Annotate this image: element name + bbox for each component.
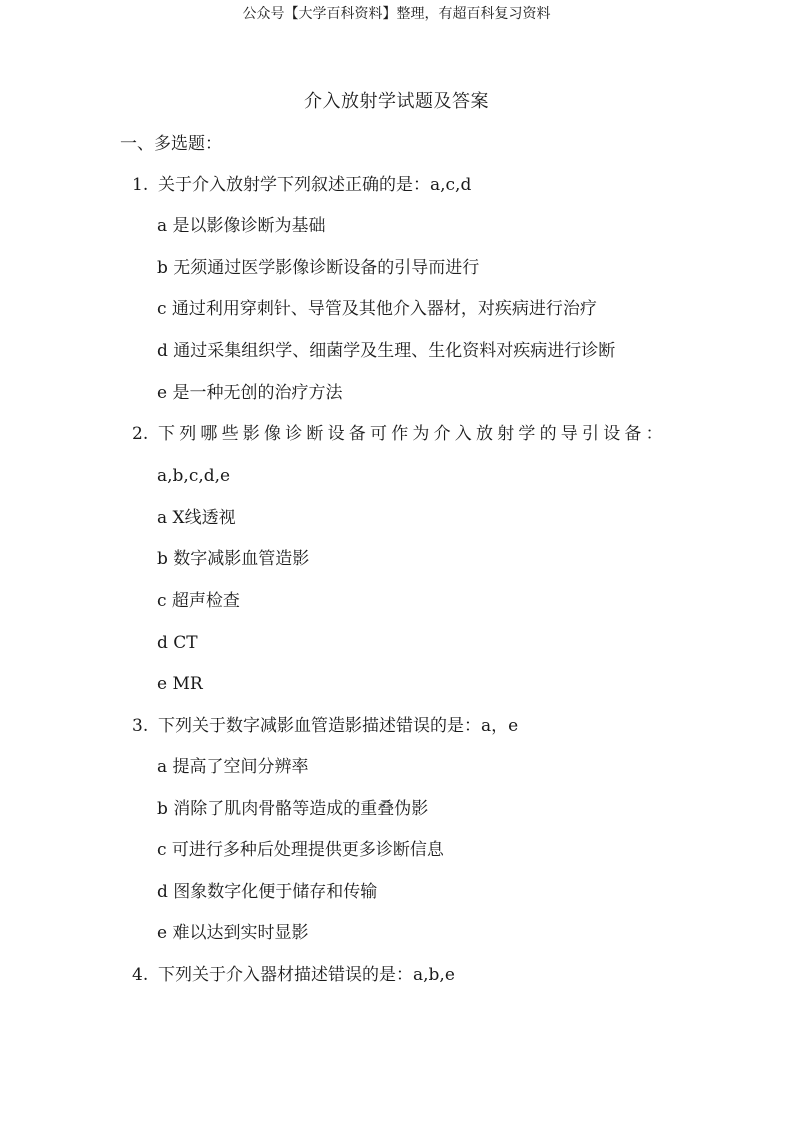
option-2d: d CT [157,633,198,653]
option-2a: a X线透视 [157,508,236,528]
question-text: 下列关于介入器材描述错误的是：a,b,e [158,965,455,985]
option-1d: d 通过采集组织学、细菌学及生理、生化资料对疾病进行诊断 [157,341,616,361]
question-1 [132,173,471,197]
option-1e: e 是一种无创的治疗方法 [157,383,343,403]
question-number: 2. [132,424,149,444]
document-title: 介入放射学试题及答案 [304,91,489,112]
question-text: 下列关于数字减影血管造影描述错误的是：a，e [158,716,519,736]
question-3 [132,714,518,738]
question-text: 关于介入放射学下列叙述正确的是：a,c,d [158,175,472,195]
option-1a: a 是以影像诊断为基础 [157,216,326,236]
option-2e: e MR [157,674,203,694]
question-number: 4. [132,965,149,985]
page-header: 公众号【大学百科资料】整理，有超百科复习资料 [242,6,551,22]
question-2-answer: a,b,c,d,e [157,466,231,486]
option-2c: c 超声检查 [157,591,240,611]
option-1b: b 无须通过医学影像诊断设备的引导而进行 [157,258,480,278]
question-4 [132,963,455,987]
question-2 [132,422,667,446]
question-number: 1. [132,175,149,195]
option-3e: e 难以达到实时显影 [157,923,309,943]
question-text: 下列哪些影像诊断设备可作为介入放射学的导引设备： [158,424,667,444]
section-heading: 一、多选题： [120,134,222,154]
option-3c: c 可进行多种后处理提供更多诊断信息 [157,840,444,860]
option-1c: c 通过利用穿刺针、导管及其他介入器材，对疾病进行治疗 [157,299,597,319]
option-2b: b 数字减影血管造影 [157,549,310,569]
option-3b: b 消除了肌肉骨骼等造成的重叠伪影 [157,799,429,819]
option-3d: d 图象数字化便于储存和传输 [157,882,378,902]
question-number: 3. [132,716,149,736]
option-3a: a 提高了空间分辨率 [157,757,309,777]
